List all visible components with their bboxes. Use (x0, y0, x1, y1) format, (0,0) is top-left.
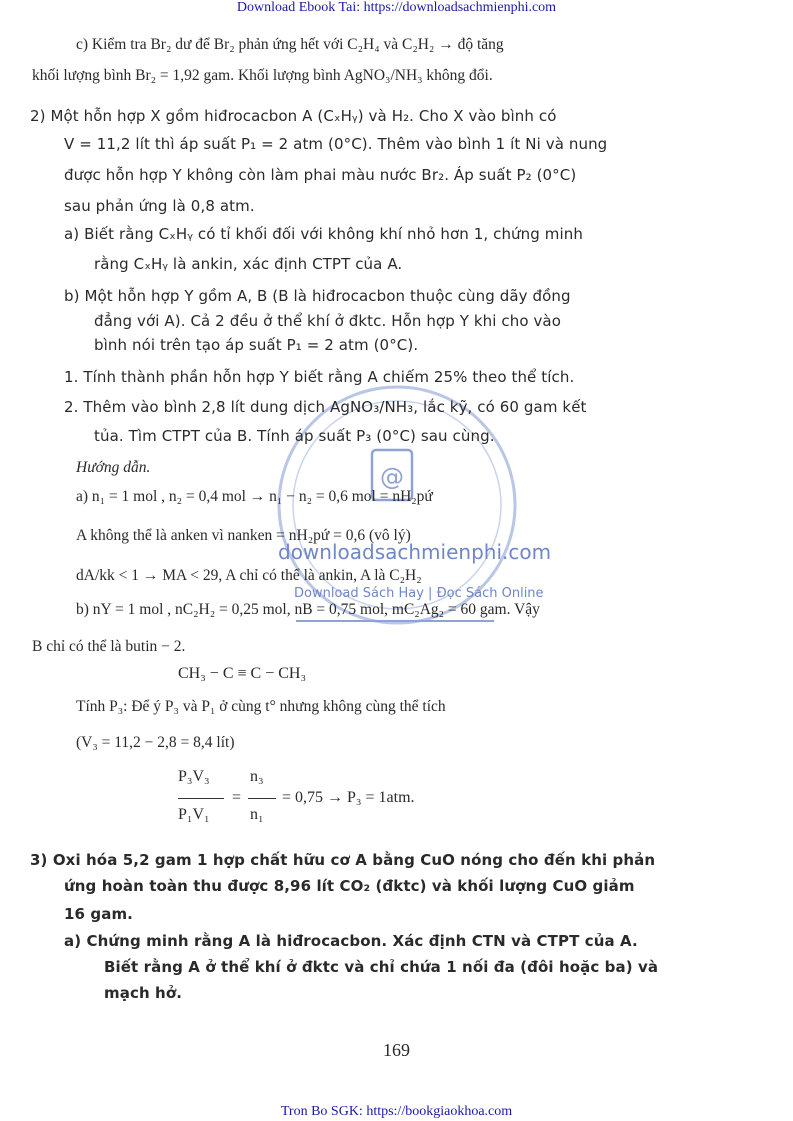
page-number: 169 (383, 1040, 410, 1060)
watermark-site: downloadsachmienphi.com (278, 540, 552, 564)
problem-2-sub-1: 1. Tính thành phần hỗn hợp Y biết rằng A chiếm 25% theo thể tích. (64, 368, 575, 386)
pressure-ratio-equation (178, 768, 478, 832)
butyne-structural-formula: CH₃ − C ≡ C − CH₃ (178, 665, 307, 682)
watermark-underline (296, 620, 494, 622)
problem-2-sub-2-line-2: tủa. Tìm CTPT của B. Tính áp suất P₃ (0°C) sau cùng. (94, 427, 495, 445)
problem-2-line-2: V = 11,2 lít thì áp suất P₁ = 2 atm (0°C). Thêm vào bình 1 ít Ni và nung (64, 135, 608, 153)
problem-3a-line-2: Biết rằng A ở thể khí ở đktc và chỉ chứa 1 nối đa (đôi hoặc ba) và (104, 958, 659, 976)
problem-3-line-2: ứng hoàn toàn thu được 8,96 lít CO₂ (đktc) và khối lượng CuO giảm (64, 877, 635, 895)
problem-3-line-1: 3) Oxi hóa 5,2 gam 1 hợp chất hữu cơ A bằng CuO nóng cho đến khi phản (30, 851, 656, 869)
fraction-2-bar (248, 798, 276, 799)
guide-p3-line: Tính P₃: Để ý P₃ và P₁ ở cùng t° nhưng không cùng thể tích (76, 698, 446, 715)
top-line-1: c) Kiểm tra Br₂ dư để Br₂ phản ứng hết với C₂H₄ và C₂H₂ → độ tăng (76, 36, 504, 53)
problem-2-line-3: được hỗn hợp Y không còn làm phai màu nước Br₂. Áp suất P₂ (0°C) (64, 166, 577, 184)
problem-2b-line-1: b) Một hỗn hợp Y gồm A, B (B là hiđrocacbon thuộc cùng dãy đồng (64, 287, 571, 305)
top-line-2: khối lượng bình Br₂ = 1,92 gam. Khối lượng bình AgNO₃/NH₃ không đổi. (32, 67, 493, 84)
fraction-1-numerator: P₃V₃ (178, 768, 210, 785)
guide-v3-line: (V₃ = 11,2 − 2,8 = 8,4 lít) (76, 734, 235, 751)
problem-3a-line-3: mạch hở. (104, 984, 183, 1002)
problem-3-line-3: 16 gam. (64, 905, 133, 923)
guide-line-b: b) nY = 1 mol , nC₂H₂ = 0,25 mol, nB = 0,75 mol, mC₂Ag₂ = 60 gam. Vậy (76, 601, 540, 618)
header-download-link[interactable]: Download Ebook Tai: https://downloadsachmienphi.com (236, 0, 557, 15)
problem-2-line-1: 2) Một hỗn hợp X gồm hiđrocacbon A (CₓHᵧ) và H₂. Cho X vào bình có (30, 107, 557, 125)
problem-2-line-4: sau phản ứng là 0,8 atm. (64, 197, 255, 215)
fraction-1-denominator: P₁V₁ (178, 806, 210, 823)
footer-sgk-link[interactable]: Tron Bo SGK: https://bookgiaokhoa.com (280, 1104, 513, 1119)
fraction-2-denominator: n₁ (250, 806, 264, 823)
problem-2a-line-2: rằng CₓHᵧ là ankin, xác định CTPT của A. (94, 255, 403, 273)
problem-2-sub-2-line-1: 2. Thêm vào bình 2,8 lít dung dịch AgNO₃/NH₃, lắc kỹ, có 60 gam kết (64, 398, 587, 416)
guide-title: Hướng dẫn. (76, 459, 151, 476)
watermark-tagline: Download Sách Hay | Đọc Sách Online (294, 586, 544, 601)
guide-line-ankin: dA/kk < 1 → MA < 29, A chỉ có thể là ankin, A là C₂H₂ (76, 567, 422, 584)
problem-2b-line-2: đẳng với A). Cả 2 đều ở thể khí ở đktc. Hỗn hợp Y khi cho vào (94, 312, 562, 330)
fraction-equals: = (232, 789, 242, 806)
guide-line-anken: A không thể là anken vì nanken = nH₂pứ = 0,6 (vô lý) (76, 527, 411, 544)
fraction-2-numerator: n₃ (250, 768, 264, 785)
svg-text:@: @ (380, 463, 404, 491)
fraction-result: = 0,75 → P₃ = 1atm. (282, 789, 415, 806)
problem-2b-line-3: bình nói trên tạo áp suất P₁ = 2 atm (0°C). (94, 336, 419, 354)
problem-3a-line-1: a) Chứng minh rằng A là hiđrocacbon. Xác định CTN và CTPT của A. (64, 932, 638, 950)
guide-line-butin: B chỉ có thể là butin − 2. (32, 638, 186, 655)
problem-2a-line-1: a) Biết rằng CₓHᵧ có tỉ khối đối với không khí nhỏ hơn 1, chứng minh (64, 225, 583, 243)
guide-line-a: a) n₁ = 1 mol , n₂ = 0,4 mol → n₁ − n₂ = 0,6 mol = nH₂pứ (76, 488, 433, 505)
fraction-1-bar (178, 798, 224, 799)
